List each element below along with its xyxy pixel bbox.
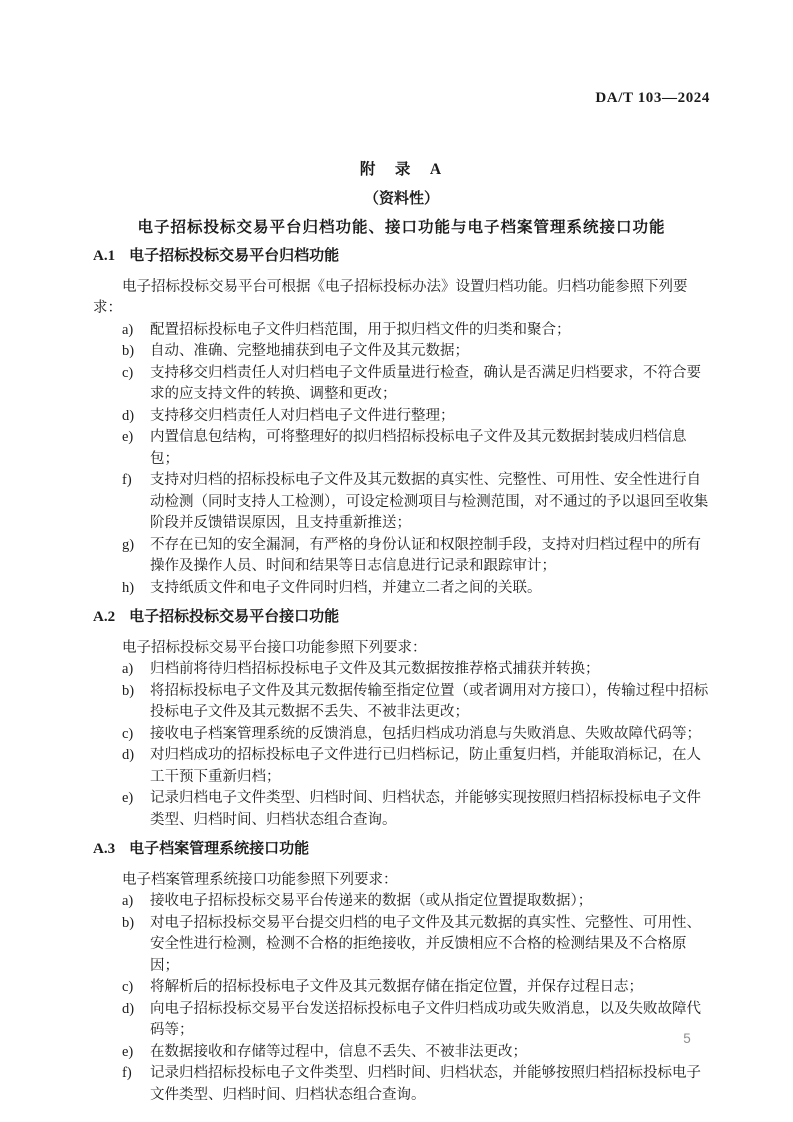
page-number: 5 <box>683 1031 691 1046</box>
section-a1 <box>93 246 710 599</box>
section-a2-intro: 电子招标投标交易平台接口功能参照下列要求： <box>122 639 427 656</box>
section-a1-heading <box>93 246 710 268</box>
list-item <box>122 1042 710 1064</box>
item-label: e) <box>122 1043 134 1060</box>
item-label: f) <box>122 472 132 488</box>
item-text: 接收电子招标投标交易平台传递来的数据（或从指定位置提取数据）； <box>150 893 593 909</box>
list-item <box>122 745 710 788</box>
list-item <box>122 977 710 999</box>
section-a3-items <box>93 891 710 1106</box>
item-text: 自动、准确、完整地捕获到电子文件及其元数据； <box>150 343 469 359</box>
item-label: a) <box>122 321 134 338</box>
item-text: 将招标投标电子文件及其元数据传输至指定位置（或者调用对方接口），传输过程中招标投标电子文件及其元数据不丢失、不被非法更改； <box>150 682 709 720</box>
item-text: 记录归档招标投标电子文件类型、归档时间、归档状态，并能够按照归档招标投标电子文件类型、归档时间、归档状态组合查询。 <box>150 1065 701 1103</box>
section-title: 电子招标投标交易平台接口功能 <box>129 609 340 625</box>
item-text: 将解析后的招标投标电子文件及其元数据存储在指定位置，并保存过程日志； <box>150 979 643 995</box>
section-a3-intro: 电子档案管理系统接口功能参照下列要求： <box>122 871 398 888</box>
item-label: d) <box>122 407 135 424</box>
list-item <box>122 363 710 406</box>
item-label: b) <box>122 343 135 359</box>
item-label: c) <box>122 979 134 995</box>
item-text: 配置招标投标电子文件归档范围，用于拟归档文件的归类和聚合； <box>150 321 571 338</box>
item-text: 记录归档电子文件类型、归档时间、归档状态，并能够实现按照归档招标投标电子文件类型、归档时间、归档状态组合查询。 <box>150 790 701 828</box>
item-text: 支持移交归档责任人对归档电子文件质量进行检查，确认是否满足归档要求，不符合要求的应支持文件的转换、调整和更改； <box>150 364 701 402</box>
item-text: 对电子招标投标交易平台提交归档的电子文件及其元数据的真实性、完整性、可用性、安全性进行检测，检测不合格的拒绝接收，并反馈相应不合格的检测结果及不合格原因； <box>150 914 701 974</box>
appendix-title: 电子招标投标交易平台归档功能、接口功能与电子档案管理系统接口功能 <box>137 219 666 236</box>
list-item <box>122 1063 710 1106</box>
item-label: f) <box>122 1065 132 1081</box>
section-a3 <box>93 839 710 1106</box>
document-body <box>93 246 710 1106</box>
section-title: 电子档案管理系统接口功能 <box>129 841 310 857</box>
list-item <box>122 406 710 428</box>
item-text: 在数据接收和存储等过程中，信息不丢失、不被非法更改； <box>150 1043 527 1060</box>
section-a2 <box>93 607 710 831</box>
item-label: e) <box>122 790 134 806</box>
list-item <box>122 891 710 913</box>
list-item <box>122 788 710 831</box>
item-label: a) <box>122 893 134 909</box>
item-text: 支持对归档的招标投标电子文件及其元数据的真实性、完整性、可用性、安全性进行自动检测（同时支持人工检测），可设定检测项目与检测范围，对不通过的予以退回至收集阶段并反馈错误原因，且支持重新推送； <box>150 472 709 531</box>
item-label: b) <box>122 914 135 931</box>
item-text: 支持纸质文件和电子文件同时归档，并建立二者之间的关联。 <box>150 579 542 596</box>
standard-code-header: DA/T 103—2024 <box>595 90 710 106</box>
item-text: 内置信息包结构，可将整理好的拟归档招标投标电子文件及其元数据封装成归档信息包； <box>150 429 687 467</box>
item-label: c) <box>122 364 134 381</box>
section-number: A.2 <box>93 609 116 625</box>
item-text: 向电子招标投标交易平台发送招标投标电子文件归档成功或失败消息，以及失败故障代码等； <box>150 1000 701 1038</box>
section-a3-heading <box>93 839 710 861</box>
section-title: 电子招标投标交易平台归档功能 <box>129 248 340 264</box>
section-a1-intro: 电子招标投标交易平台可根据《电子招标投标办法》设置归档功能。归档功能参照下列要求： <box>93 278 688 316</box>
appendix-label: 附 录 A <box>359 161 444 178</box>
item-text: 支持移交归档责任人对归档电子文件进行整理； <box>150 407 455 424</box>
item-text: 归档前将待归档招标投标电子文件及其元数据按推荐格式捕获并转换； <box>150 661 600 677</box>
item-text: 不存在已知的安全漏洞，有严格的身份认证和权限控制手段，支持对归档过程中的所有操作及操作人员、时间和结果等日志信息进行记录和跟踪审计； <box>150 536 701 574</box>
list-item <box>122 427 710 470</box>
list-item <box>122 320 710 342</box>
item-label: h) <box>122 579 135 596</box>
section-a1-items <box>93 320 710 600</box>
list-item <box>122 913 710 978</box>
list-item <box>122 681 710 724</box>
list-item <box>122 578 710 600</box>
item-label: d) <box>122 747 135 763</box>
item-label: c) <box>122 725 134 742</box>
item-label: a) <box>122 661 134 677</box>
item-text: 对归档成功的招标投标电子文件进行已归档标记，防止重复归档，并能取消标记，在人工干预下重新归档； <box>150 747 701 785</box>
list-item <box>122 724 710 746</box>
list-item <box>122 341 710 363</box>
list-item <box>122 535 710 578</box>
item-text: 接收电子档案管理系统的反馈消息，包括归档成功消息与失败消息、失败故障代码等； <box>150 725 701 742</box>
item-label: d) <box>122 1000 135 1017</box>
list-item <box>122 659 710 681</box>
section-a2-heading <box>93 607 710 629</box>
section-number: A.1 <box>93 248 116 264</box>
title-block <box>63 157 740 237</box>
item-label: b) <box>122 682 135 699</box>
section-a2-items <box>93 659 710 831</box>
section-number: A.3 <box>93 841 116 857</box>
list-item <box>122 470 710 535</box>
item-label: e) <box>122 429 134 445</box>
list-item <box>122 999 710 1042</box>
item-label: g) <box>122 536 135 553</box>
appendix-classification: （资料性） <box>363 191 439 207</box>
